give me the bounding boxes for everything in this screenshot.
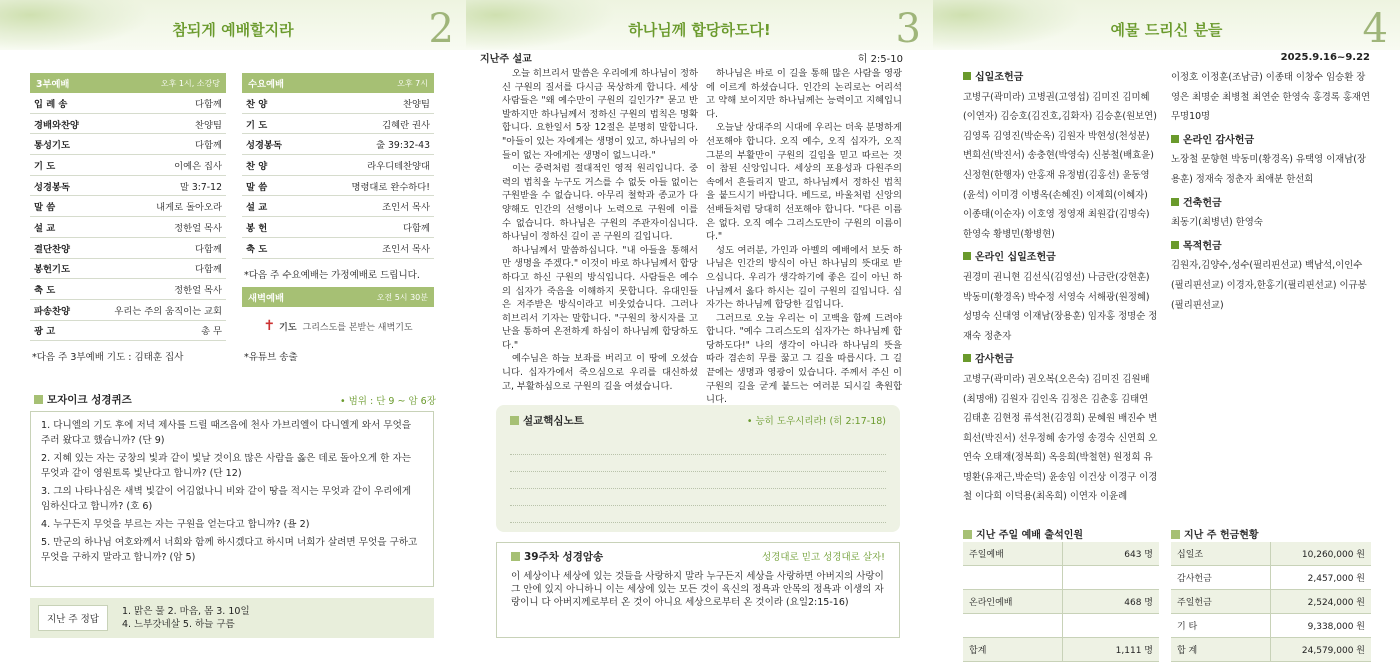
sermon-paragraph: 예수님은 하늘 보좌를 버리고 이 땅에 오셨습니다. 십자가에서 죽으심으로 우리를 대신하셨고, 부활하심으로 구원의 길을 여셨습니다. [502,353,698,392]
order-row: 기 도 김혜란 권사 [242,114,434,135]
note-ref: • 능히 도우시리라! (히 2:17-18) [746,416,886,427]
page-title: 참되게 예배할지라 [172,21,294,39]
stat-row [963,614,1159,638]
square-icon [1171,530,1180,539]
quiz-item: 1. 다니엘의 기도 후에 저녁 제사를 드릴 때즈음에 천사 가브리엘이 다니엘게 와서 무엇을 주러 왔다고 했습니까? (단 9) [41,420,412,446]
order-row: 성경봉독 출 39:32-43 [242,134,434,155]
order-row: 말 씀 명령대로 완수하다! [242,176,434,197]
stat-row: 온라인예배 468 명 [963,590,1159,614]
order-row: 파송찬양 우리는 주의 움직이는 교회 [30,300,226,321]
sermon-paragraph: 하나님께서 말씀하십니다. "내 아들을 통해서만 생명을 주겠다." 이것이 바로 하나님께서 합당하다고 하신 구원의 방식입니다. 사람들은 예수의 십자가 죽음을 이해하지 못합니다. 유대인들은 저주받은 방식이라고 비웃었습니다. 그러나 히브리서 기자는 말합니다. "구원의 창시자를 고난을 통하여 온전하게 하심이 하나님께 합당하도다." [502,244,698,351]
order-row: 통성기도 다함께 [30,134,226,155]
quiz-title: 모자이크 성경퀴즈 [34,392,132,407]
page-sermon [466,0,933,662]
stat-row: 주일예배 643 명 [963,542,1159,566]
giver-heading: 감사헌금 [963,350,1159,370]
memo-sub: 성경대로 믿고 성경대로 살자! [762,552,885,563]
answer-label: 지난 주 정답 [38,605,108,631]
page-number: 3 [895,6,921,52]
sermon-paragraph: 오늘 히브리서 말씀은 우리에게 하나님이 정하신 구원의 질서를 다시금 묵상하게 합니다. 세상 사람들은 "왜 예수만이 구원의 길인가?" 묻고 반발하지만 하나님께서 정하신 구원의 법칙은 명확합니다. 요한일서 5장 12절은 분명히 말합니다. "아들이 있는 자에게는 생명이 있고, 하나님의 아들이 없는 자에게는 생명이 없느니라." [502,68,698,161]
quiz-item: 4. 누구든지 무엇을 부르는 자는 구원을 얻는다고 합니까? (욜 2) [41,519,310,530]
giver-heading: 십일조헌금 [963,68,1159,88]
quiz-item: 3. 그의 나타나심은 새벽 빛같이 어김없나니 비와 같이 땅을 적시는 무엇과 같이 우리에게 임하신다고 합니까? (호 6) [41,486,412,512]
order-row: 경배와찬양 찬양팀 [30,114,226,135]
giver-heading: 건축헌금 [1171,194,1371,214]
giver-names: 김원자,김양수,성수(필리핀선교) 백남석,이인수(필리핀선교) 이경자,한홍기(필리핀선교) 이규봉(필리핀선교) [1171,260,1367,311]
memorize-box [496,542,900,638]
answer-line1: 1. 맑은 물 2. 마음, 몸 3. 10일 [121,606,250,617]
sermon-paragraph: 그러므로 오늘 우리는 이 고백을 함께 드려야 합니다. "예수 그리스도의 십자가는 하나님께 합당하도다!" 나의 생각이 아니라 하나님의 뜻을 따라 겸손히 무릎 꿇고 그 길을 따릅시다. 그 길 끝에는 생명과 영광이 있습니다. 주께서 주신 이 구원의 길을 굳게 붙드는 여러분 되시길 축원합니다. [706,312,902,406]
sermon-paragraph: 하나님은 바로 이 길을 통해 많은 사람을 영광에 이르게 하셨습니다. 인간의 논리로는 어리석고 약해 보이지만 하나님께는 능력이고 지혜입니다. [706,68,902,120]
header [466,0,933,50]
memo-title: 39주차 성경암송 [511,549,603,564]
sunday3-table [30,73,226,341]
square-icon [511,552,520,561]
giver-names: 권경미 권니현 김선식(김영선) 나금란(강현훈) 박동미(황경옥) 박수정 서영숙 서해광(원정혜) 성명숙 신대영 이재남(장용훈) 임자홍 정명순 정재숙 정춘자 [963,271,1158,342]
wed-note: *다음 주 수요예배는 가정예배로 드립니다. [244,270,420,281]
order-row: 입 례 송 다함께 [30,93,226,114]
stat-row [963,566,1159,590]
sermon-ref: 히 2:5-10 [857,54,903,65]
page-number: 4 [1362,6,1388,52]
note-title: 설교핵심노트 [510,413,584,428]
attendance-title: 지난 주일 예배 출석인원 [963,526,1083,541]
sunday3-time: 오후 1시, 소강당 [160,78,220,88]
dawn-note: *유튜브 송출 [244,352,298,363]
giver-right [1171,68,1371,315]
square-icon [963,530,972,539]
sunday3-note: *다음 주 3부예배 기도 : 김태훈 집사 [32,352,184,363]
header [0,0,466,50]
square-icon [510,416,519,425]
order-row: 광 고 총 무 [30,321,226,342]
dawn-time: 오전 5시 30분 [376,292,428,302]
sunday3-title: 3부예배 [36,79,70,90]
sermon-col-2 [706,67,902,407]
quiz-item: 2. 지혜 있는 자는 궁창의 빛과 같이 빛날 것이요 많은 사람을 옳은 데로 돌아오게 한 자는 무엇과 같이 영원토록 빛난다고 합니까? (단 12) [41,453,411,479]
giver-heading: 온라인 감사헌금 [1171,131,1371,151]
sermon-label: 지난주 설교 [480,54,532,65]
giver-left [963,68,1159,507]
wed-time: 오후 7시 [397,78,428,88]
giver-names: 고병구(곽미라) 고병권(고영섭) 김미진 김미혜(이연자) 김승호(김진호,김화자) 김승훈(원보연) 김영록 김영진(박순옥) 김원자 박현성(천성분) 변희선(박진서) 송충현(박영숙) 신봉철(배효윤) 신정현(한행자) 안홍재 유정범(김홍선) 윤동영(윤석) 이미경 이병옥(손혜진) 이제희(이혜자) 이종태(이순자) 이호영 정영재 최원갑(김명숙) 한영숙 황병민(황병현) [963,91,1157,240]
giver-names: 고병구(곽미라) 권오복(오은숙) 김미진 김원배(최명애) 김원자 김인옥 김정은 김춘홍 김태연 김태훈 김현정 류석천(김경희) 문혜원 배진수 변희선(박진서) 선우정혜 송가영 송경숙 신연희 오연숙 오태재(정복희) 옥응희(박철현) 원정희 유명환(유재근,박순덕) 윤송임 이건상 이경구 이경철 이다희 이덕용(최옥희) 이연자 이윤례 [963,373,1158,503]
page-number: 2 [428,6,454,52]
giver-heading: 목적헌금 [1171,237,1371,257]
order-row: 결단찬양 다함께 [30,238,226,259]
dawn-title: 새벽예배 [248,293,284,304]
stat-row: 합 계 24,579,000 원 [1171,638,1371,662]
note-box [496,405,900,532]
quiz-range: • 범위 : 단 9 ~ 암 6장 [340,396,436,407]
offering-title: 지난 주 헌금현황 [1171,526,1259,541]
sermon-paragraph: 이는 중력처럼 절대적인 영적 원리입니다. 중력의 법칙을 누구도 거스를 수 없듯 아들 없이는 구원받을 수 없습니다. 아무리 철학과 종교가 다양해도 인간의 선행이나 노력으로 구원에 이를 수 없습니다. 하나님은 구원의 주관자이십니다. 하나님이 정하신 길이 곧 구원의 길입니다. [502,163,698,243]
stat-row: 주일헌금 2,524,000 원 [1171,590,1371,614]
order-row: 찬 양 찬양팀 [242,93,434,114]
order-row: 축 도 정한얼 목사 [30,279,226,300]
stat-row: 합계 1,111 명 [963,638,1159,662]
giver-names: 최동기(최병년) 한영숙 [1171,217,1263,229]
page-title: 예물 드리신 분들 [1110,21,1223,39]
answer-line2: 4. 느부갓네살 5. 하늘 구름 [121,619,235,630]
quiz-item: 5. 만군의 하나님 여호와께서 너희와 함께 하시겠다고 하시며 너희가 살려면 무엇을 구하고 무엇을 구하지 말라고 합니까? (암 5) [41,537,418,563]
date-range: 2025.9.16~9.22 [1280,52,1370,63]
page-offerings [933,0,1400,662]
quiz-box [30,411,434,587]
page-title: 하나님께 합당하도다! [628,21,771,39]
dawn-logo: ✝ 기도 그리스도를 본받는 새벽기도 [263,318,413,334]
sermon-paragraph: 성도 여러분, 가인과 아벨의 예배에서 보듯 하나님은 인간의 방식이 아닌 하나님의 뜻대로 받으십니다. 우리가 생각하기에 좋은 길이 아닌 하나님께서 옳다 하시는 길이 구원의 길입니다. 십자가는 하나님께 합당한 길입니다. [706,244,902,311]
giver-names: 노장철 문향현 박동미(황경옥) 유택영 이재남(장용훈) 정재숙 정춘자 최애분 한선희 [1171,154,1366,185]
sermon-col-1 [502,67,698,393]
attendance-table [963,542,1159,662]
order-row: 봉 헌 다함께 [242,217,434,238]
dawn-table [242,287,434,345]
giver-names: 이정호 이정훈(조남금) 이종태 이창수 임승환 장영은 최명순 최병철 최연순 한영숙 홍경록 홍재연 무명10명 [1171,72,1371,123]
stat-row: 십일조 10,260,000 원 [1171,542,1371,566]
page-worship [0,0,466,662]
order-row: 설 교 조인서 목사 [242,196,434,217]
memo-text: 이 세상이나 세상에 있는 것들을 사랑하지 말라 누구든지 세상을 사랑하면 아버지의 사랑이 그 안에 있지 아니하니 이는 세상에 있는 모든 것이 육신의 정욕과 안목의 정욕과 이생의 자랑이니 다 아버지께로부터 온 것이 아니요 세상으로부터 온 것이라 (요일2:15-16) [511,571,884,608]
stat-row: 감사헌금 2,457,000 원 [1171,566,1371,590]
order-row: 찬 양 라우디테찬양대 [242,155,434,176]
stat-row: 기 타 9,338,000 원 [1171,614,1371,638]
offering-table [1171,542,1371,662]
wed-title: 수요예배 [248,79,284,90]
order-row: 봉헌기도 다함께 [30,259,226,280]
order-row: 말 씀 내게로 돌아오라 [30,196,226,217]
cross-icon: ✝ [263,318,276,334]
order-row: 성경봉독 말 3:7-12 [30,176,226,197]
wednesday-table [242,73,434,259]
square-icon [34,395,43,404]
order-row: 설 교 정한얼 목사 [30,217,226,238]
order-row: 축 도 조인서 목사 [242,238,434,259]
giver-heading: 온라인 십일조헌금 [963,248,1159,268]
sermon-paragraph: 오늘날 상대주의 시대에 우리는 더욱 분명하게 선포해야 합니다. 오직 예수, 오직 십자가, 오직 그분의 부활만이 구원의 길임을 믿고 따르는 것이 참된 신앙입니다. 세상의 포용성과 다원주의 속에서 흔들리지 말고, 하나님께서 정하신 법칙을 붙드시기 바랍니다. 베드로, 바울처럼 신앙의 선배들처럼 당대히 선포해야 합니다. "다른 이름은 없다. 오직 예수 그리스도만이 구원의 이름이다." [706,122,902,243]
answer-box [30,598,434,638]
header [933,0,1400,50]
order-row: 기 도 이예은 집사 [30,155,226,176]
